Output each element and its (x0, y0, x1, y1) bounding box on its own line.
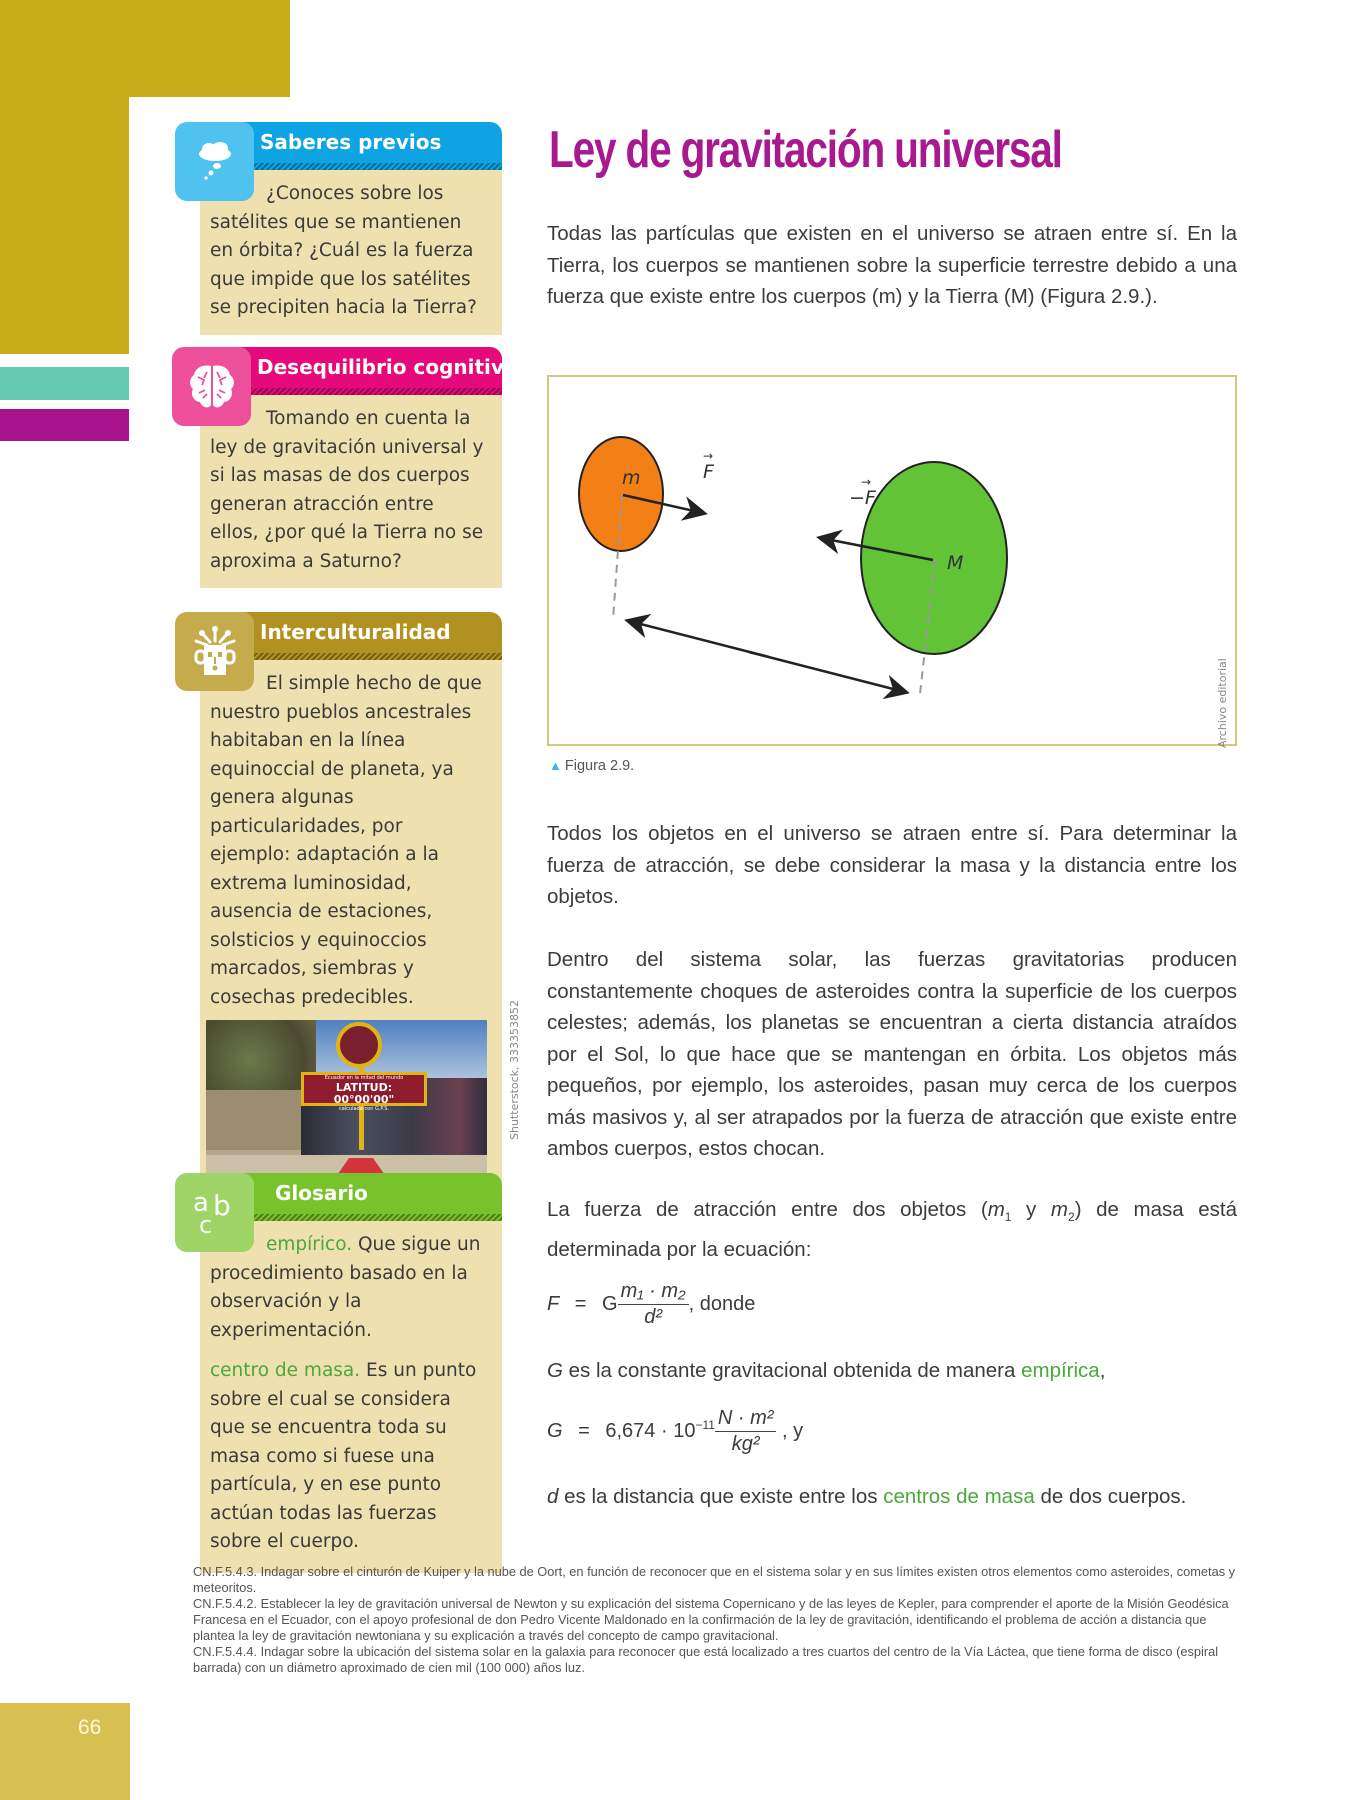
vector-arrow-icon: → (703, 449, 714, 463)
glossary-term: centro de masa. (210, 1360, 361, 1381)
figure-caption: ▲ Figura 2.9. (549, 758, 635, 774)
newton-gravitation-formula: F = G $\frac{\text{m₁ · m₂}}{\text{d²}}$ , donde (547, 1280, 756, 1328)
interculturalidad-body (200, 660, 502, 1205)
svg-text:c: c (198, 1210, 212, 1239)
saberes-previos-text: ¿Conoces sobre los satélites que se mantienen en órbita? ¿Cuál es la fuerza que impide que los satélites se precipiten hacia la Tierra? (210, 183, 477, 318)
triangle-icon: ▲ (549, 758, 562, 773)
brain-icon (172, 347, 251, 426)
desequilibrio-cognitivo-box (175, 347, 518, 588)
link-empirica: empírica (1021, 1359, 1100, 1382)
paragraph-solar-system: Dentro del sistema solar, las fuerzas gravitatorias producen constantemente choques de asteroides contra la superficie de los cuerpos celestes; además, los planetas se encuentran a cierta distancia atraídos por el Sol, lo que hace que se mantengan en órbita. Los objetos más pequeños, por ejemplo, los asteroides, pasan muy cerca de los cuerpos más masivos y, al ser atrapados por la fuerza de atracción que existe entre ambos cuerpos, estos chocan. (547, 948, 1237, 1160)
glossary-entry-empirico (210, 1231, 488, 1345)
link-centros-de-masa: centros de masa (883, 1485, 1035, 1508)
glossary-definition: Que sigue un procedimiento basado en la observación y la experimentación. (210, 1234, 481, 1341)
force-label: F (703, 461, 714, 483)
desequilibrio-cognitivo-text: Tomando en cuenta la ley de gravitación universal y si las masas de dos cuerpos generan atracción entre ellos, ¿por qué la Tierra no se aproxima a Saturno? (210, 408, 484, 572)
vector-arrow-icon: → (861, 475, 872, 489)
interculturalidad-title: Interculturalidad (260, 620, 451, 644)
figure-credit: Archivo editorial (1216, 658, 1229, 748)
teal-strip (0, 367, 129, 400)
glossary-term: empírico. (266, 1234, 353, 1255)
latitude-sign: Ecuador en la mitad del mundo LATITUD: 00°00'00" calculada con G.P.S. (301, 1072, 427, 1106)
g-constant-formula: $G = 6,674 \cdot 10^{-11}$ $\frac{\text{N · m²}}{\text{kg²}}$ , y (547, 1407, 804, 1455)
page-title: Ley de gravitación universal (549, 121, 1062, 179)
svg-text:b: b (212, 1188, 231, 1222)
page-number: 66 (78, 1716, 102, 1739)
fraction: $\frac{\text{N · m²}}{\text{kg²}}$ (715, 1407, 777, 1456)
abc-letters-icon (175, 1173, 254, 1252)
gold-side-band (0, 96, 129, 354)
glosario-body (200, 1221, 502, 1573)
magenta-strip (0, 409, 129, 441)
large-mass-label: M (947, 552, 964, 574)
interculturalidad-box (175, 612, 502, 1205)
intro-paragraph: Todas las partículas que existen en el universo se atraen entre sí. En la Tierra, los cuerpos se mantienen sobre la superficie terrestre debido a una fuerza que existe entre los cuerpos (m) y la Tierra (M) (Figura 2.9.). (547, 222, 1237, 308)
curriculum-footnotes (193, 1564, 1238, 1676)
glosario-title: Glosario (275, 1181, 368, 1205)
header-hatch (250, 1214, 502, 1221)
paragraph-equation-intro: La fuerza de atracción entre dos objetos ($m_1$ y $m_2$) de masa está determinada por la ecuación: (547, 1198, 1237, 1261)
indigenous-mask-icon (175, 612, 254, 691)
saberes-previos-box (175, 122, 502, 335)
paragraph-attraction: Todos los objetos en el universo se atraen entre sí. Para determinar la fuerza de atracción, se debe considerar la masa y la distancia entre los objetos. (547, 822, 1237, 908)
svg-text:a: a (192, 1187, 209, 1218)
desequilibrio-cognitivo-title: Desequilibrio cognitivo (257, 355, 518, 379)
photo-credit: Shutterstock, 333353852 (508, 999, 521, 1140)
interculturalidad-text: El simple hecho de que nuestro pueblos ancestrales habitaban en la línea equinoccial de planeta, ya genera algunas particularidades, por ejemplo: adaptación a la extrema luminosidad, ausencia de estaciones, solsticios y equinoccios marcados, siembras y cosechas predecibles. (210, 673, 482, 1008)
paragraph-g-constant: G es la constante gravitacional obtenida de manera empírica, (547, 1359, 1106, 1382)
glossary-definition: Es un punto sobre el cual se considera que se encuentra toda su masa como si fuese una partícula, y en ese punto actúan todas las fuerzas sobre el cuerpo. (210, 1360, 477, 1552)
fraction: $\frac{\text{m₁ · m₂}}{\text{d²}}$ (618, 1280, 689, 1329)
header-hatch (250, 163, 502, 170)
gold-corner-block (0, 0, 290, 97)
small-mass-label: m (622, 467, 641, 489)
glossary-entry-centro-de-masa (210, 1357, 488, 1557)
paragraph-distance: d es la distancia que existe entre los centros de masa de dos cuerpos. (547, 1485, 1187, 1508)
footnote: CN.F.5.4.4. Indagar sobre la ubicación del sistema solar en la galaxia para reconocer que está localizado a tres cuartos del centro de la Vía Láctea, que tiene forma de disco (espiral barrada) con un diámetro aproximado de cien mil (100 000) años luz. (193, 1644, 1219, 1675)
page-number-block (0, 1703, 130, 1800)
large-mass-circle (861, 462, 1007, 654)
header-hatch (250, 388, 502, 395)
saberes-previos-title: Saberes previos (260, 130, 442, 154)
header-hatch (250, 653, 502, 660)
negative-force-label: −F (849, 487, 876, 509)
footnote: CN.F.5.4.2. Establecer la ley de gravitación universal de Newton y su explicación del sistema Copernicano y de las leyes de Kepler, para comprender el aporte de la Misión Geodésica Francesa en el Ecuador, con el apoyo profesional de don Pedro Vicente Maldonado en la confirmación de la ley de gravitación, identificando el problema de acción a distancia que plantea la ley de gravitación newtoniana y su explicación a través del concepto de campo gravitacional. (193, 1596, 1229, 1643)
equator-monument-photo (206, 1020, 487, 1192)
figure-gravitation-diagram (547, 375, 1237, 746)
footnote: CN.F.5.4.3. Indagar sobre el cinturón de Kuiper y la nube de Oort, en función de reconocer que en el sistema solar y en sus límites existen otros elementos como asteroides, cometas y meteoritos. (193, 1564, 1236, 1595)
small-mass-circle (579, 437, 663, 551)
thought-cloud-icon (175, 122, 254, 201)
glosario-box (175, 1173, 502, 1573)
